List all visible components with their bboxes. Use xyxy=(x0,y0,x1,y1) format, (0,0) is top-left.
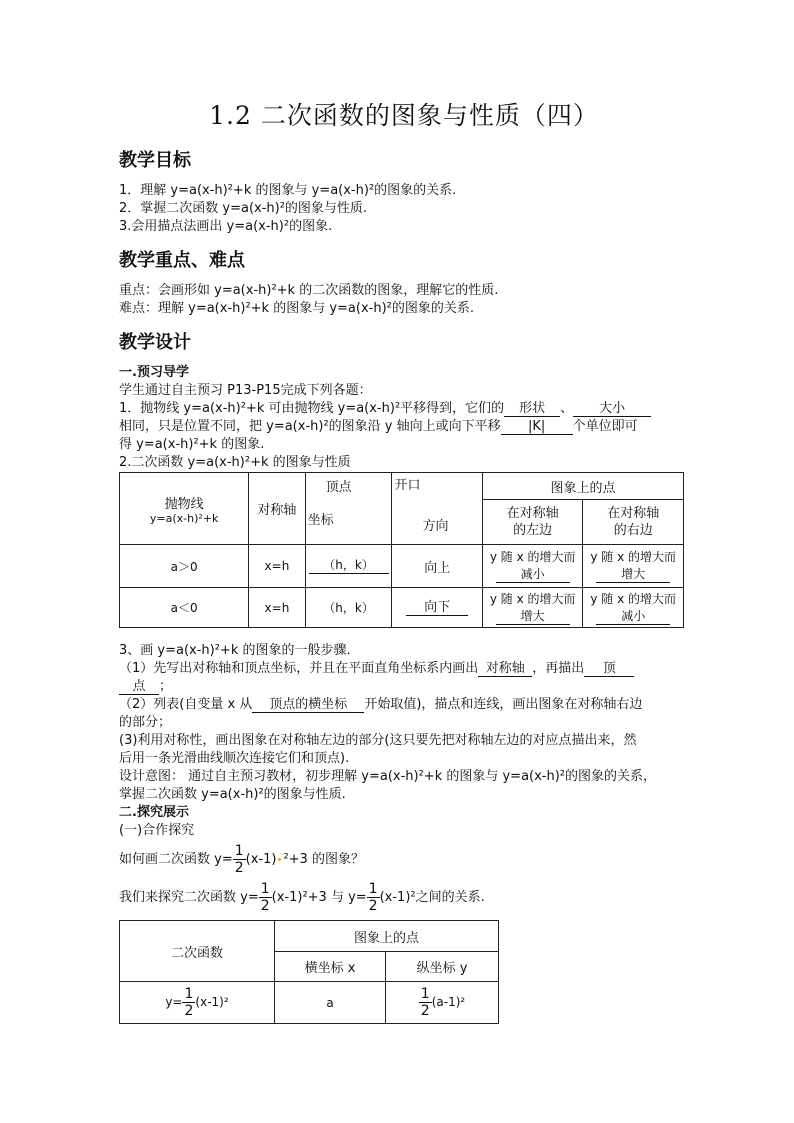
left-answer: 增大 xyxy=(496,609,570,625)
explore-sub1: (一)合作探究 xyxy=(119,823,195,838)
left-text: y 随 x 的增大而 xyxy=(489,591,576,606)
frac-denominator: 2 xyxy=(368,898,378,914)
goal-item-2: 2．掌握二次函数 y=a(x-h)²的图象与性质. xyxy=(119,201,368,216)
header-y: 纵坐标 y xyxy=(386,952,499,982)
preview-intro: 学生通过自主预习 P13-P15完成下列各题： xyxy=(119,383,372,398)
frac-denominator: 2 xyxy=(234,860,244,876)
step2-line2: 的部分； xyxy=(119,715,172,730)
right-text: y 随 x 的增大而 xyxy=(590,591,677,606)
properties-table xyxy=(119,472,684,628)
right-answer: 减小 xyxy=(596,609,670,625)
row-y xyxy=(386,982,499,1024)
document-page xyxy=(119,96,689,1024)
frac-denominator: 2 xyxy=(260,898,270,914)
step1-answer-axis: 对称轴 xyxy=(478,661,532,677)
table-row xyxy=(120,545,684,588)
open-a-neg xyxy=(392,588,482,628)
frac-numerator: 1 xyxy=(234,843,244,859)
difficulty-text: 难点：理解 y=a(x-h)²+k 的图象与 y=a(x-h)²的图象的关系. xyxy=(119,301,475,316)
step2-text-2: 开始取值)，描点和连线，画出图象在对称轴右边 xyxy=(364,697,643,712)
step1-end: ； xyxy=(159,679,173,694)
table-row xyxy=(120,982,499,1024)
steps-title: 3、画 y=a(x-h)²+k 的图象的一般步骤. xyxy=(119,643,351,658)
header-open-1: 开口 xyxy=(394,477,421,493)
left-answer: 减小 xyxy=(496,567,570,583)
rel-text-2: (x-1)²+3 与 y= xyxy=(271,890,367,905)
goal-item-3: 3.会用描点法画出 y=a(x-h)²的图象. xyxy=(119,219,333,234)
frac-denominator: 2 xyxy=(184,1003,194,1019)
fraction-half xyxy=(419,986,432,1019)
question1-line1 xyxy=(119,400,689,418)
explore-table xyxy=(119,920,499,1024)
design-heading: 教学设计 xyxy=(119,332,191,353)
header-x: 横坐标 x xyxy=(275,952,386,982)
frac-numerator: 1 xyxy=(260,881,270,897)
right-text: y 随 x 的增大而 xyxy=(590,550,677,564)
frac-denominator: 2 xyxy=(420,1003,430,1019)
header-open-2: 方向 xyxy=(422,518,449,534)
step2-text: （2）列表(自变量 x 从 xyxy=(119,697,253,712)
question1-line2 xyxy=(119,418,689,436)
q1-text-3: 个单位即可 xyxy=(572,419,638,434)
focus-text: 重点：会画形如 y=a(x-h)²+k 的二次函数的图象，理解它的性质. xyxy=(119,283,499,298)
row-x: a xyxy=(275,982,386,1024)
goal-item-1: 1．理解 y=a(x-h)²+k 的图象与 y=a(x-h)²的图象的关系. xyxy=(119,183,457,198)
answer-size: 大小 xyxy=(573,401,651,417)
page-title: 1.2 二次函数的图象与性质（四） xyxy=(209,101,599,130)
left-text: y 随 x 的增大而 xyxy=(489,550,576,564)
row-func-expr: (x-1)² xyxy=(195,995,229,1009)
header-open xyxy=(392,473,482,545)
row-func-prefix: y= xyxy=(165,995,183,1009)
row-y-expr: (a-1)² xyxy=(431,995,466,1009)
keypoints-heading: 教学重点、难点 xyxy=(119,250,245,271)
left-a-pos xyxy=(482,545,583,588)
frac-numerator: 1 xyxy=(420,986,430,1002)
q-draw-end: ²+3 的图象？ xyxy=(283,852,364,867)
step3-line2: 后用一条光滑曲线顺次连接它们和顶点). xyxy=(119,751,350,766)
fraction-half xyxy=(367,881,380,914)
section2-title: 二.探究展示 xyxy=(119,805,189,820)
step2-answer: 顶点的横坐标 xyxy=(252,697,364,713)
marker-dot-icon xyxy=(278,858,281,861)
right-answer: 增大 xyxy=(596,567,670,583)
header-vertex-1: 顶点 xyxy=(325,479,352,495)
question-draw xyxy=(119,842,689,878)
q-draw-text: 如何画二次函数 y= xyxy=(119,852,233,867)
vertex-answer: （h，k） xyxy=(309,558,389,574)
step1-answer-vertex-b: 点 xyxy=(119,679,159,695)
intent-line1: 设计意图： 通过自主预习教材，初步理解 y=a(x-h)²+k 的图象与 y=a(x-h)²的图象的关系， xyxy=(119,769,657,784)
step3-line1: (3)利用对称性，画出图象在对称轴左边的部分(这只要先把对称轴左边的对应点描出来，然 xyxy=(119,733,637,748)
fraction-half xyxy=(259,881,272,914)
vertex-a-neg: （h，k） xyxy=(305,588,392,628)
fraction-half xyxy=(233,843,246,876)
header-parabola-eq: y=a(x-h)²+k xyxy=(149,511,219,525)
table-row xyxy=(120,588,684,628)
row-func xyxy=(120,982,275,1024)
header-vertex xyxy=(305,473,392,545)
q1-separator: 、 xyxy=(560,401,574,416)
cond-a-pos: a＞0 xyxy=(120,545,249,588)
q1-text: 1．抛物线 y=a(x-h)²+k 可由抛物线 y=a(x-h)²平移得到，它们的 xyxy=(119,401,505,416)
header-left: 在对称轴 的左边 xyxy=(482,500,583,545)
open-a-pos: 向上 xyxy=(392,545,482,588)
vertex-a-pos xyxy=(305,545,392,588)
header-func: 二次函数 xyxy=(120,921,275,982)
header-right: 在对称轴 的右边 xyxy=(583,500,684,545)
cond-a-neg: a＜0 xyxy=(120,588,249,628)
step1-text-2: ，再描出 xyxy=(532,661,585,676)
q-draw-expr: (x-1) xyxy=(245,852,277,867)
step1-text: （1）先写出对称轴和顶点坐标，并且在平面直角坐标系内画出 xyxy=(119,661,479,676)
q1-text-2: 相同，只是位置不同，把 y=a(x-h)²的图象沿 y 轴向上或向下平移 xyxy=(119,419,501,434)
step1-line2 xyxy=(119,678,689,696)
left-a-neg xyxy=(482,588,583,628)
header-parabola-label: 抛物线 xyxy=(164,496,204,512)
section1-title: 一.预习导学 xyxy=(119,365,189,380)
frac-numerator: 1 xyxy=(184,986,194,1002)
question2-title: 2.二次函数 y=a(x-h)²+k 的图象与性质 xyxy=(119,455,351,470)
rel-text: 我们来探究二次函数 y= xyxy=(119,890,259,905)
relation-line xyxy=(119,878,689,918)
open-answer: 向下 xyxy=(406,600,468,616)
goals-heading: 教学目标 xyxy=(119,150,191,171)
fraction-half xyxy=(182,986,195,1019)
rel-text-3: (x-1)²之间的关系. xyxy=(379,890,485,905)
axis-a-neg: x=h xyxy=(249,588,305,628)
step2-line1 xyxy=(119,696,689,714)
right-a-neg xyxy=(583,588,684,628)
intent-line2: 掌握二次函数 y=a(x-h)²的图象与性质. xyxy=(119,787,346,802)
header-axis: 对称轴 xyxy=(249,473,305,545)
header-points2: 图象上的点 xyxy=(275,921,499,952)
answer-shift: |K| xyxy=(501,419,573,435)
header-points: 图象上的点 xyxy=(482,473,683,500)
header-vertex-2: 坐标 xyxy=(307,512,334,528)
axis-a-pos: x=h xyxy=(249,545,305,588)
answer-shape: 形状 xyxy=(504,401,560,417)
right-a-pos xyxy=(583,545,684,588)
step1-answer-vertex-a: 顶 xyxy=(584,661,634,677)
step1-line1 xyxy=(119,660,689,678)
frac-numerator: 1 xyxy=(368,881,378,897)
question1-line3: 得 y=a(x-h)²+k 的图象. xyxy=(119,437,265,452)
header-parabola xyxy=(120,473,249,545)
